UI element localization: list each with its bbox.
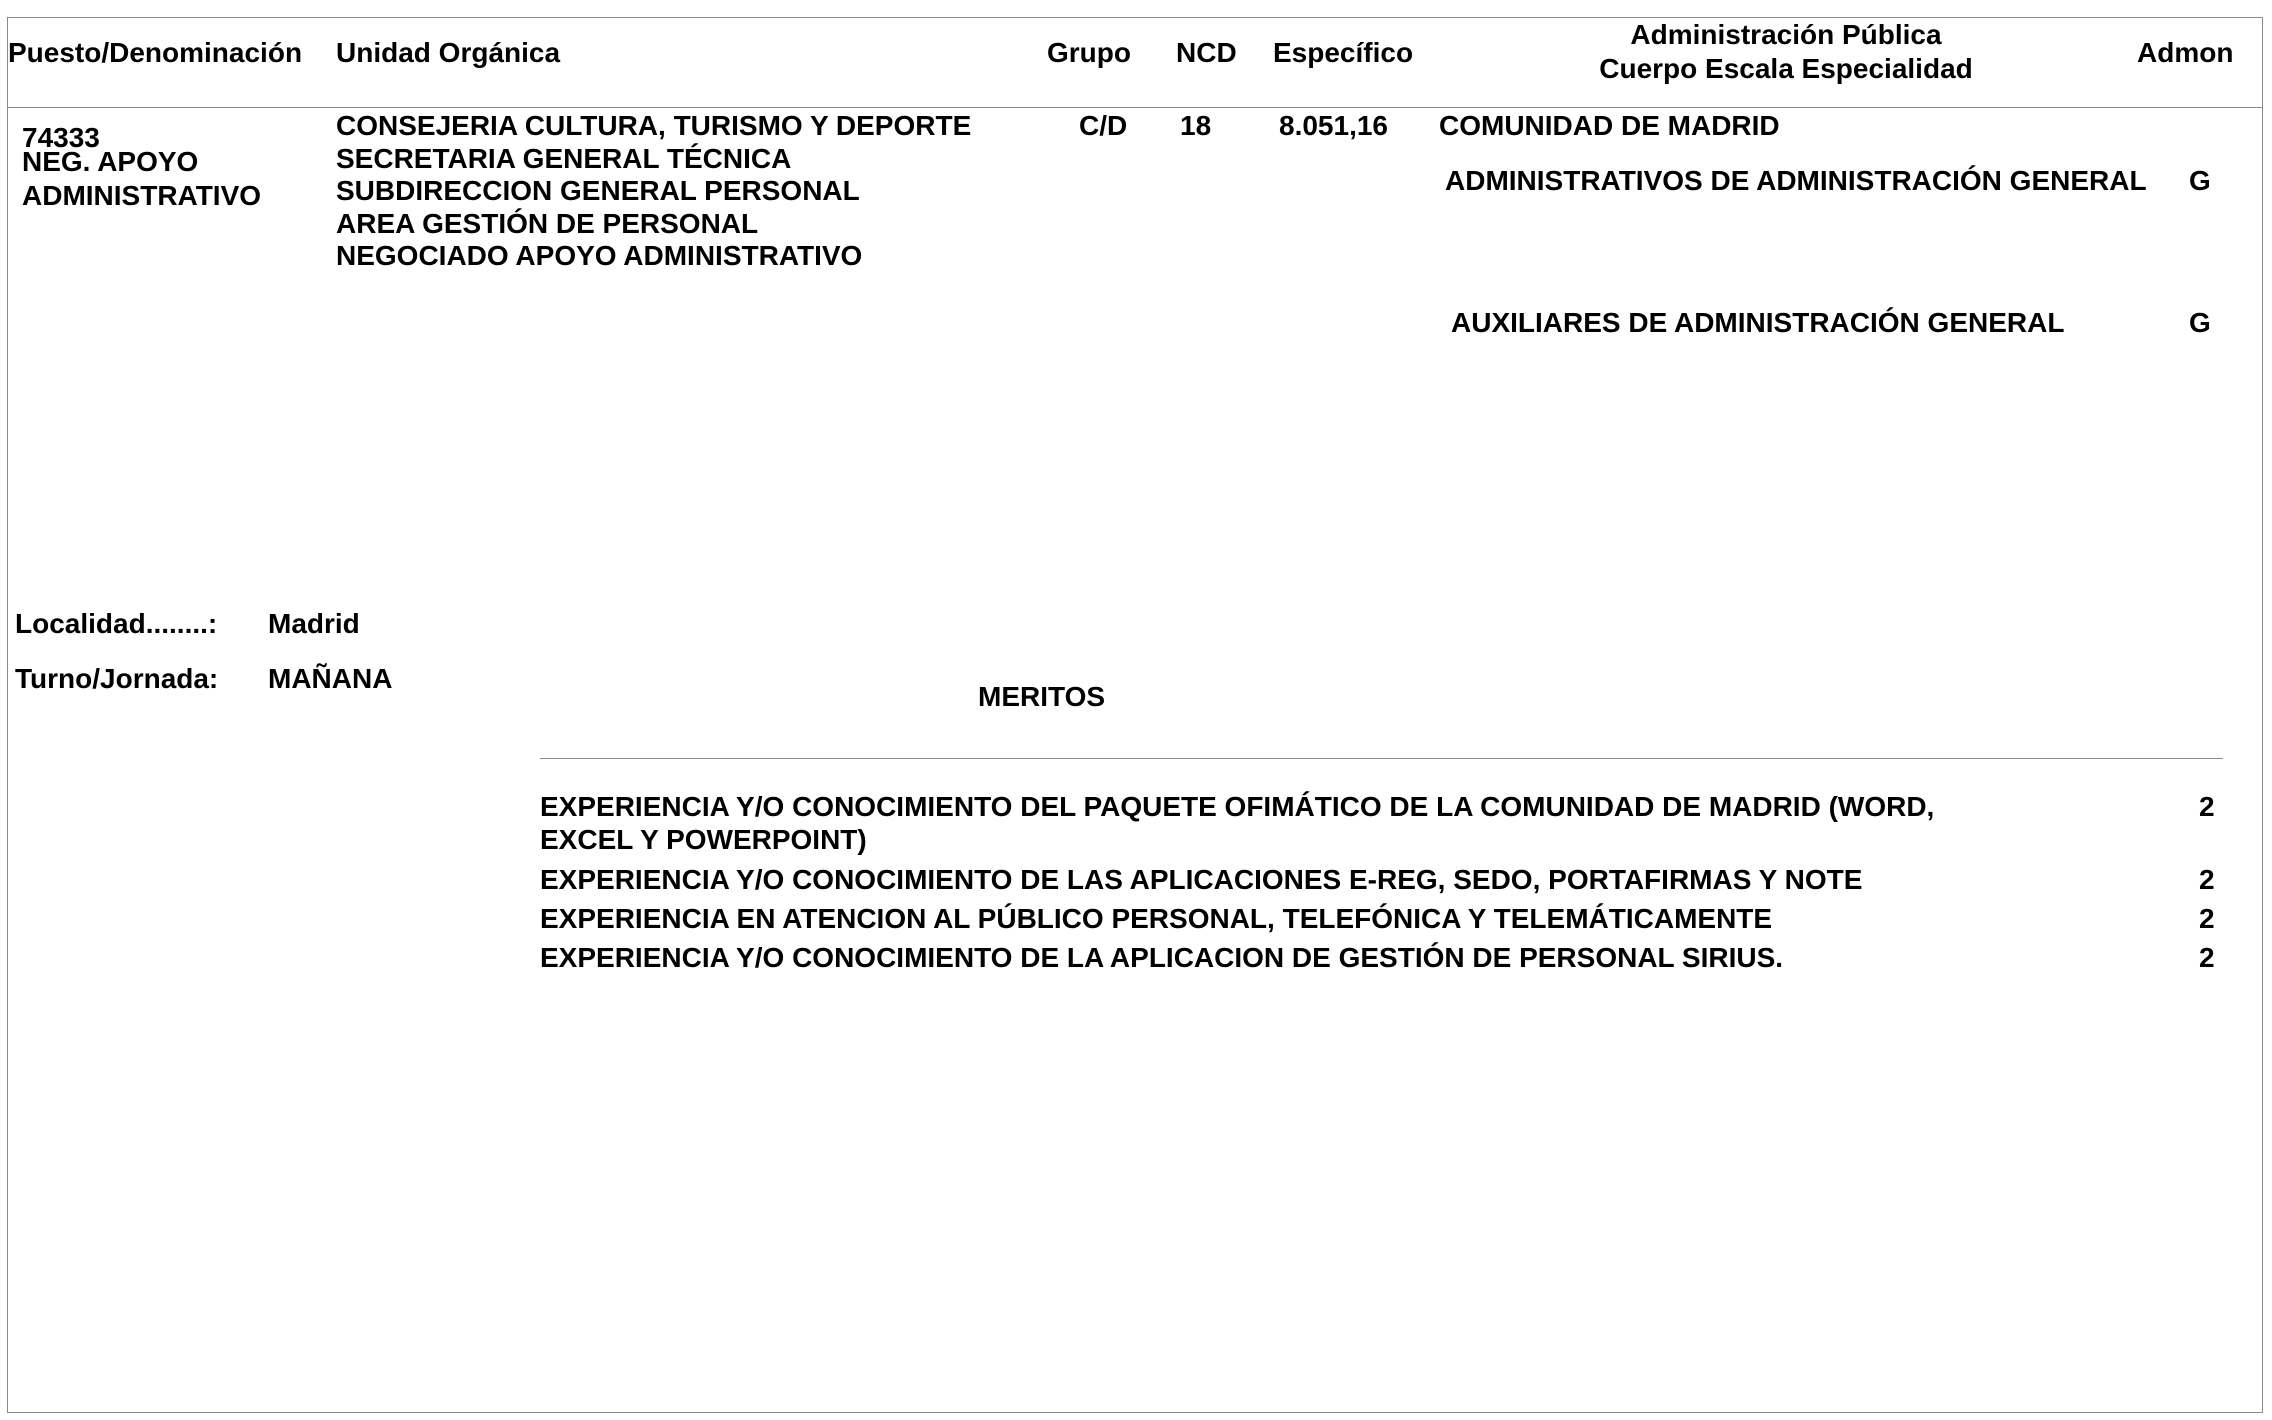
header-divider [7, 107, 2263, 108]
merito-item-line: EXPERIENCIA Y/O CONOCIMIENTO DE LA APLICACION DE GESTIÓN DE PERSONAL SIRIUS. [540, 942, 1784, 973]
header-unidad: Unidad Orgánica [336, 37, 561, 68]
header-especifico: Específico [1273, 37, 1414, 68]
merito-item-points: 2 [2199, 942, 2215, 973]
puesto-denominacion-line: NEG. APOYO [22, 146, 199, 177]
header-admin-publica: Administración Pública [1630, 19, 1942, 50]
cuerpo-nombre: AUXILIARES DE ADMINISTRACIÓN GENERAL [1451, 307, 2065, 338]
unidad-organica-line: AREA GESTIÓN DE PERSONAL [336, 208, 759, 239]
header-cuerpo-escala: Cuerpo Escala Especialidad [1599, 53, 1973, 84]
merito-item-points: 2 [2199, 864, 2215, 895]
puesto-denominacion-line: ADMINISTRATIVO [22, 180, 262, 211]
cuerpo-admon: G [2189, 165, 2211, 196]
puesto-especifico: 8.051,16 [1279, 110, 1388, 141]
turno-value: MAÑANA [268, 663, 393, 694]
merito-item-line: EXPERIENCIA Y/O CONOCIMIENTO DE LAS APLICACIONES E-REG, SEDO, PORTAFIRMAS Y NOTE [540, 864, 1863, 895]
unidad-organica-line: SECRETARIA GENERAL TÉCNICA [336, 143, 792, 174]
puesto-ncd: 18 [1180, 110, 1212, 141]
merito-item-line: EXPERIENCIA Y/O CONOCIMIENTO DEL PAQUETE OFIMÁTICO DE LA COMUNIDAD DE MADRID (WORD, [540, 791, 1935, 822]
unidad-organica-line: SUBDIRECCION GENERAL PERSONAL [336, 175, 860, 206]
merito-item-line: EXPERIENCIA EN ATENCION AL PÚBLICO PERSONAL, TELEFÓNICA Y TELEMÁTICAMENTE [540, 903, 1773, 934]
cuerpo-nombre: ADMINISTRATIVOS DE ADMINISTRACIÓN GENERAL [1445, 165, 2147, 196]
merito-item-points: 2 [2199, 903, 2215, 934]
meritos-divider [540, 758, 2223, 759]
merito-item-points: 2 [2199, 791, 2215, 822]
turno-label: Turno/Jornada: [15, 663, 219, 694]
header-puesto: Puesto/Denominación [8, 37, 303, 68]
puesto-grupo: C/D [1079, 110, 1128, 141]
localidad-label: Localidad........: [15, 608, 218, 639]
unidad-organica-line: CONSEJERIA CULTURA, TURISMO Y DEPORTE [336, 110, 972, 141]
header-grupo: Grupo [1047, 37, 1131, 68]
unidad-organica-line: NEGOCIADO APOYO ADMINISTRATIVO [336, 240, 863, 271]
header-ncd: NCD [1176, 37, 1237, 68]
header-admon: Admon [2137, 37, 2234, 68]
merito-item-line: EXCEL Y POWERPOINT) [540, 824, 867, 855]
puesto-codigo: 74333 [22, 122, 100, 153]
localidad-value: Madrid [268, 608, 360, 639]
cuerpo-admon: G [2189, 307, 2211, 338]
meritos-title: MERITOS [978, 681, 1106, 712]
puesto-administracion: COMUNIDAD DE MADRID [1439, 110, 1780, 141]
